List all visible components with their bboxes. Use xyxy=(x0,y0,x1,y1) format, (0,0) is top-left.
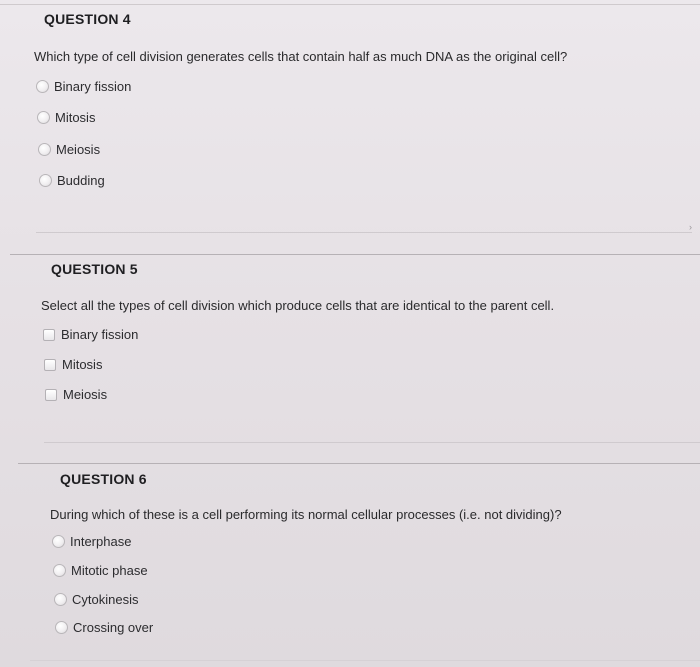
checkbox[interactable] xyxy=(45,389,57,401)
question-4-option-mitosis[interactable] xyxy=(37,110,95,125)
radio-button[interactable] xyxy=(53,564,66,577)
question-5-option-meiosis[interactable] xyxy=(45,387,107,402)
option-label: Cytokinesis xyxy=(72,592,139,607)
checkbox[interactable] xyxy=(44,359,56,371)
option-label: Binary fission xyxy=(54,79,132,94)
question-6-prompt: During which of these is a cell performing its normal cellular processes (i.e. not dividing)? xyxy=(50,507,562,522)
option-label: Mitosis xyxy=(62,357,103,372)
question-5-divider xyxy=(44,442,700,443)
question-5 xyxy=(0,255,700,455)
radio-button[interactable] xyxy=(39,174,52,187)
question-6-option-interphase[interactable] xyxy=(52,534,131,549)
option-label: Crossing over xyxy=(73,620,154,635)
radio-button[interactable] xyxy=(55,621,68,634)
radio-button[interactable] xyxy=(52,535,65,548)
scroll-marker-icon: › xyxy=(689,222,692,232)
question-4-prompt: Which type of cell division generates cells that contain half as much DNA as the original cell? xyxy=(34,49,568,64)
question-4-title: QUESTION 4 xyxy=(44,11,131,27)
question-4-option-binary-fission[interactable] xyxy=(36,79,131,94)
checkbox[interactable] xyxy=(43,329,55,341)
radio-button[interactable] xyxy=(36,80,49,93)
option-label: Meiosis xyxy=(63,387,108,402)
option-label: Interphase xyxy=(70,534,132,549)
question-4 xyxy=(0,0,700,240)
question-5-option-binary-fission[interactable] xyxy=(43,327,138,342)
question-6-option-cytokinesis[interactable] xyxy=(54,592,138,607)
question-6-option-mitotic-phase[interactable] xyxy=(53,563,148,578)
radio-button[interactable] xyxy=(37,111,50,124)
question-4-option-budding[interactable] xyxy=(39,173,105,188)
question-5-option-mitosis[interactable] xyxy=(44,357,102,372)
question-6 xyxy=(0,464,700,664)
question-4-divider xyxy=(36,232,692,233)
question-5-prompt: Select all the types of cell division which produce cells that are identical to the parent cell. xyxy=(41,298,555,313)
question-6-title: QUESTION 6 xyxy=(60,471,147,487)
option-label: Meiosis xyxy=(56,142,101,157)
option-label: Budding xyxy=(57,173,105,188)
radio-button[interactable] xyxy=(38,143,51,156)
option-label: Mitosis xyxy=(55,110,96,125)
option-label: Binary fission xyxy=(61,327,139,342)
radio-button[interactable] xyxy=(54,593,67,606)
option-label: Mitotic phase xyxy=(71,563,148,578)
question-4-option-meiosis[interactable] xyxy=(38,142,100,157)
question-6-option-crossing-over[interactable] xyxy=(55,620,153,635)
question-6-divider xyxy=(30,660,700,661)
question-5-title: QUESTION 5 xyxy=(51,261,138,277)
